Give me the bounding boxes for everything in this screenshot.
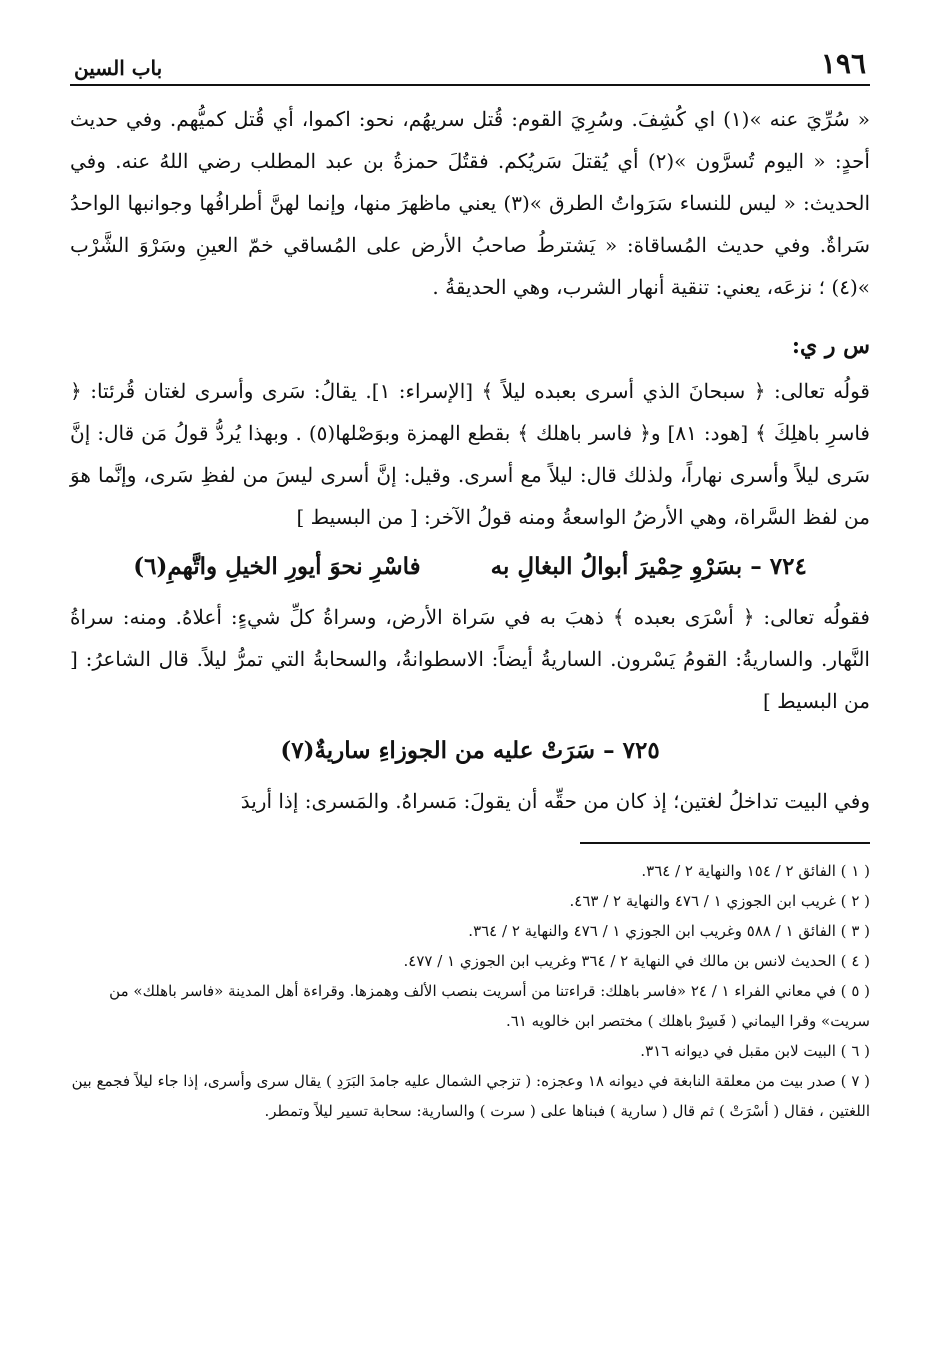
- verse-724-first-hemistich: ٧٢٤ – بسَرْوِ حِمْيرَ أبوالُ البغالِ به: [490, 553, 807, 580]
- footnote: ( ٦ ) البيت لابن مقبل في ديوانه ٣١٦.: [640, 1042, 870, 1060]
- footnotes-list: [70, 856, 870, 1126]
- verse-724-second-hemistich: فاسْرِ نحوَ أيورِ الخيلِ واتَّهمِ(٦): [133, 553, 421, 580]
- footnote: ( ٢ ) غريب ابن الجوزي ١ / ٤٧٦ والنهاية ٢ / ٤٦٣.: [569, 892, 870, 910]
- verse-724: [70, 544, 870, 590]
- paragraph-middle: فقولُه تعالى: ﴿ أسْرَى بعبده ﴾ ذهبَ به في سَراة الأرض، وسراةُ كلِّ شيءٍ: أعلاهُ. ومنه: سراةُ النَّهار. والساريةُ: القومُ يَسْرون. الساريةُ أيضاً: الاسطوانةُ، والسحابةُ التي تمرُّ ليلاً. قال الشاعرُ: [ من البسيط ]: [70, 605, 870, 713]
- footnote: ( ٤ ) الحديث لانس بن مالك في النهاية ٢ / ٣٦٤ وغريب ابن الجوزي ١ / ٤٧٧.: [403, 952, 870, 970]
- chapter-title: باب السين: [74, 56, 163, 80]
- page-number: ١٩٦: [820, 47, 866, 80]
- book-page: [70, 40, 870, 1330]
- footnote: ( ٥ ) في معاني الفراء ١ / ٢٤ «فاسر باهلك: قراءتنا من أسريت بنصب الألف وهمزها. وقراءة أهل المدينة «فاسر باهلك» من سريت» وقرا اليماني ( فَسِرْ باهلك ) مختصر ابن خالويه ٦١.: [109, 982, 870, 1030]
- paragraph-section: قولُه تعالى: ﴿ سبحانَ الذي أسرى بعبده ليلاً ﴾ [الإسراء: ١]. يقالُ: سَرى وأسرى لغتان قُرئتا: ﴿ فاسرِ باهلِكَ ﴾ [هود: ٨١] و﴿ فاسر باهلك ﴾ بقطع الهمزة وبوَصْلها(٥) . وبهذا يُردُّ قولُ مَن قال: إنَّ سَرى ليلاً وأسرى نهاراً، ولذلك قال: ليلاً مع أسرى. وقيل: إنَّ أسرى ليسَ من لفظِ سَرى، وإنَّما هوَ من لفظ السَّراة، وهي الأرضُ الواسعةُ ومنه قولُ الآخر: [ من البسيط ]: [70, 379, 870, 529]
- page-body: [70, 98, 870, 1126]
- page-header: [70, 40, 870, 86]
- paragraph-opening: « سُرِّيَ عنه »(١) اي كُشِفَ. وسُرِيَ القوم: قُتل سريهُم، نحو: اكموا، أي قُتل كميُّهم. وفي حديث أحدٍ: « اليوم تُسرَّون »(٢) أي يُقتلَ سَريُكم. فقتُلَ حمزةُ بن عبد المطلب رضي اللهُ عنه. وفي الحديث: « ليس للنساء سَرَواتُ الطرق »(٣) يعني ماظهرَ منها، وإنما لهنَّ أطرافُها وجوانبها الواحدُ سَراةٌ. وفي حديث المُساقاة: « يَشترطُ صاحبُ الأرض على المُساقي خمّ العينِ وسَرْوَ الشَّرْب »(٤) ؛ نزعَه، يعني: تنقية أنهار الشرب، وهي الحديقةُ .: [70, 107, 870, 299]
- verse-725: ٧٢٥ – سَرَتْ عليه من الجوزاءِ ساريةٌ(٧): [280, 737, 660, 764]
- footnote: ( ٧ ) صدر بيت من معلقة النابغة في ديوانه ١٨ وعجزه: ( تزجي الشمال عليه جامدَ البَرَدِ ) يقال سرى وأسرى، إذا جاء ليلاً فجمع بين اللغتين ، فقال ( أسْرَتْ ) ثم قال ( سارية ) فبناها على ( سرت ) والسارية: سحابة تسير ليلاً وتمطر.: [71, 1072, 870, 1120]
- paragraph-closing: وفي البيت تداخلُ لغتين؛ إذ كان من حقِّه أن يقولَ: مَسراهُ. والمَسرى: إذا أريدَ: [240, 789, 870, 813]
- footnote: ( ٣ ) الفائق ١ / ٥٨٨ وغريب ابن الجوزي ١ / ٤٧٦ والنهاية ٢ / ٣٦٤.: [468, 922, 870, 940]
- footnote: ( ١ ) الفائق ٢ / ١٥٤ والنهاية ٢ / ٣٦٤.: [641, 862, 870, 880]
- section-heading: س ر ي:: [791, 333, 870, 359]
- footnote-divider: [580, 842, 870, 844]
